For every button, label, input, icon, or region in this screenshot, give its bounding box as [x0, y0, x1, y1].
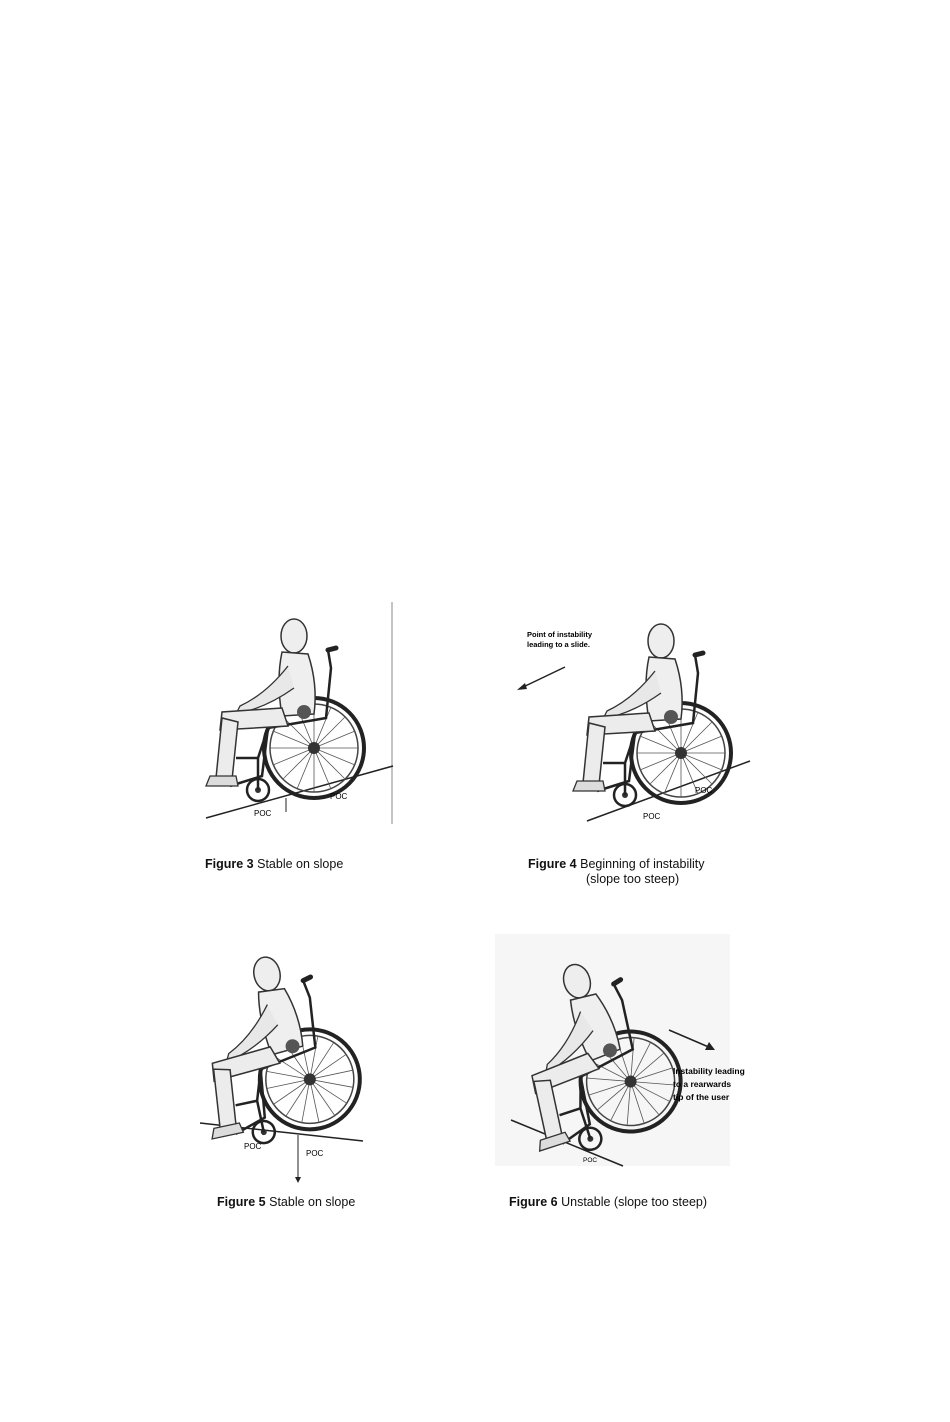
wheelchair-tip-icon: [493, 930, 773, 1170]
caption-text: Stable on slope: [269, 1195, 356, 1209]
caption-text: Beginning of instability: [580, 857, 705, 871]
caption-text: Stable on slope: [257, 857, 344, 871]
wheelchair-slide-icon: [505, 605, 765, 830]
annotation-line: Point of instability: [527, 630, 592, 639]
figure-6-illustration: [493, 930, 773, 1170]
caption-text-line2: (slope too steep): [586, 872, 680, 886]
poc-label: POC: [643, 812, 661, 821]
wheelchair-tilted-stable-icon: [188, 925, 378, 1190]
poc-label: POC: [583, 1157, 598, 1164]
annotation-line: to a rearwards: [673, 1079, 732, 1089]
arrow-icon: [519, 667, 565, 689]
wheelchair-stable-icon: [188, 600, 408, 830]
annotation-line: tip of the user: [673, 1092, 730, 1102]
figure-4-caption: [528, 857, 705, 887]
poc-label: POC: [330, 792, 348, 801]
figure-5-caption: [217, 1195, 355, 1210]
figure-3-illustration: [188, 600, 408, 830]
figure-3-caption: [205, 857, 343, 872]
annotation-line: Instability leading: [673, 1066, 745, 1076]
poc-label: POC: [244, 1142, 262, 1151]
figure-number: Figure 5: [217, 1195, 266, 1209]
caption-text: Unstable (slope too steep): [561, 1195, 708, 1209]
figure-number: Figure 3: [205, 857, 254, 871]
figure-5-illustration: [188, 925, 378, 1190]
figure-6-caption: [509, 1195, 707, 1210]
poc-label: POC: [306, 1149, 324, 1158]
figure-4-illustration: [505, 605, 765, 830]
annotation-line: leading to a slide.: [527, 640, 590, 649]
poc-label: POC: [695, 786, 713, 795]
figure-number: Figure 6: [509, 1195, 558, 1209]
poc-label: POC: [254, 809, 272, 818]
figure-number: Figure 4: [528, 857, 577, 871]
